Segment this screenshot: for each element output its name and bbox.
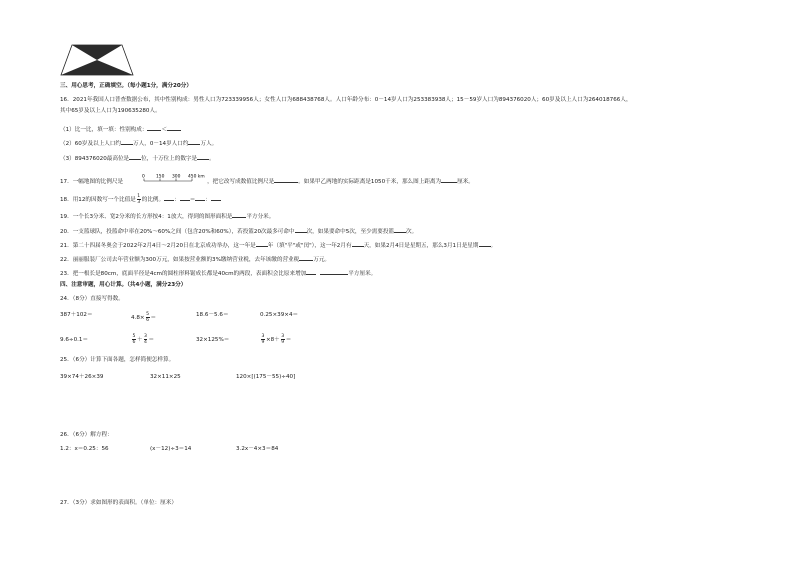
q17-mid: ，把它改写成数值比例尺是 <box>207 179 275 185</box>
q21-blank-2[interactable] <box>352 240 364 247</box>
q27-title: 27．（3分）求如图形的表面积。（单位：厘米） <box>60 500 177 506</box>
q16-sub2-end: 万人。 <box>200 141 218 147</box>
q20-blank-2[interactable] <box>394 226 406 233</box>
section-3-title: 三、用心思考，正确填空。（每小题1分，满分20分） <box>60 83 192 89</box>
q17-end: 厘米。 <box>457 179 474 185</box>
q24-item-2 <box>131 312 156 323</box>
q18-colon-2: ： <box>205 197 211 203</box>
figure-label-b: B <box>116 55 120 61</box>
q17-scale-bar <box>142 173 212 183</box>
q20-blank-1[interactable] <box>295 226 307 233</box>
q25-item-3: 120×[(175－55)÷40] <box>236 374 296 380</box>
q21-line <box>60 240 496 250</box>
q20-mid: 次，如果要命中5次，至少需要投篮 <box>306 229 395 235</box>
q16-sub3-end: 。 <box>209 156 215 162</box>
q18-mid: 的比例。 <box>141 197 165 203</box>
q18-colon-1: ： <box>174 197 180 203</box>
q26-title: 26．（6分）解方程： <box>60 432 113 438</box>
q20-line <box>60 226 417 236</box>
q26-item-2: (x－12)÷3＝14 <box>150 446 192 452</box>
q24-item-4: 0.25×39×4＝ <box>260 312 299 318</box>
q24-item-7: 32×125%＝ <box>196 337 230 343</box>
q25-item-2: 32×11×25 <box>150 374 181 380</box>
q18-blank-1[interactable] <box>164 194 174 201</box>
q21-blank-3[interactable] <box>479 240 491 247</box>
q24-item-8-b-num: 3 <box>281 334 285 339</box>
q24-item-8 <box>260 334 291 345</box>
q24-title: 24．（8分）直接写得数。 <box>60 296 124 302</box>
q16-sub3-text: （3）894376020最高位是 <box>60 156 130 162</box>
q18-frac-num: 1 <box>137 194 141 199</box>
q23-end: 平方厘米。 <box>348 271 377 277</box>
q24-item-6-a-num: 5 <box>132 334 136 339</box>
q23-prefix: 23．把一根长是80cm，底面半径是4cm的圆柱形料锯成长都是40cm的两段，表面积会比原来增加 <box>60 271 307 277</box>
q23-blank-1[interactable] <box>306 268 316 275</box>
q21-prefix: 21．第二十四届冬奥会于2022年2月4日～2月20日在北京成功举办，这一年是 <box>60 243 256 249</box>
q24-item-2-text: 4.8× <box>131 315 145 321</box>
q24-item-3: 18.6－5.6＝ <box>196 312 229 318</box>
scale-tick-150: 150 <box>156 174 165 180</box>
q18-line <box>60 194 221 205</box>
q17-line <box>60 176 474 186</box>
q16-blank-1[interactable] <box>147 124 161 131</box>
q17-mid2: 。如果甲乙两地的实际距离是1050千米，那么图上距离为 <box>298 179 442 185</box>
q24-item-8-a-den: 9 <box>261 340 265 345</box>
q21-mid2: 天，如果2月4日是星期五，那么3月1日是星期 <box>363 243 479 249</box>
q16-blank-5[interactable] <box>129 153 141 160</box>
q16-line2: 其中65岁及以上人口为190635280人。 <box>60 108 161 114</box>
q19-line <box>60 211 274 221</box>
section-4-title: 四、注意审题，用心计算。（共4小题，满分23分） <box>60 282 187 288</box>
q18-fraction <box>137 194 141 205</box>
q24-item-2-num: 5 <box>146 312 150 317</box>
q24-item-6-tail: ＝ <box>148 337 155 343</box>
q24-item-2-den: 6 <box>146 318 150 323</box>
q18-blank-4[interactable] <box>211 194 221 201</box>
q24-item-6 <box>131 334 154 345</box>
q22-end: 万元。 <box>313 257 331 263</box>
q23-blank-2[interactable] <box>320 268 348 275</box>
q16-blank-6[interactable] <box>197 153 209 160</box>
q23-line <box>60 268 376 278</box>
q18-frac-den: 3 <box>137 200 141 205</box>
q24-item-2-tail: ＝ <box>150 315 157 321</box>
q16-sub3-mid: 位，十万位上的数字是 <box>141 156 198 162</box>
scale-tick-300: 300 <box>172 174 181 180</box>
q18-eq: ＝ <box>189 197 196 203</box>
q16-sub2 <box>60 138 217 148</box>
q24-item-6-b-num: 3 <box>144 334 147 339</box>
q16-sub3 <box>60 153 215 163</box>
q16-blank-3[interactable] <box>121 138 133 145</box>
q24-item-8-op: ×8＋ <box>265 337 280 343</box>
q17-prefix: 17．一幅地图的比例尺是 <box>60 179 124 185</box>
q26-item-3: 3.2x－4×3＝84 <box>236 446 279 452</box>
q24-item-1: 387＋102＝ <box>60 312 93 318</box>
q19-end: 平方分米。 <box>246 214 275 220</box>
q24-item-6-op: ＋ <box>136 337 143 343</box>
q24-item-8-a-num: 3 <box>261 334 265 339</box>
q21-blank-1[interactable] <box>256 240 268 247</box>
figure-label-a: A <box>74 59 78 65</box>
q16-blank-2[interactable] <box>167 124 181 131</box>
q20-prefix: 20．一支篮球队，投篮命中率在20%～60%之间（包含20%和60%），若投篮20次最多可命中 <box>60 229 295 235</box>
q22-blank[interactable] <box>299 254 313 261</box>
q24-item-5: 9.6÷0.1＝ <box>60 337 89 343</box>
q24-item-8-frac-b <box>281 334 285 345</box>
q24-item-8-tail: ＝ <box>285 337 292 343</box>
q19-blank[interactable] <box>232 211 246 218</box>
q22-line <box>60 254 330 264</box>
q24-item-6-frac-b <box>144 334 148 345</box>
q17-blank-1[interactable] <box>274 176 298 183</box>
q24-item-6-frac-a <box>132 334 136 345</box>
q16-blank-4[interactable] <box>188 138 200 145</box>
q24-item-8-frac-a <box>261 334 265 345</box>
q16-sub1-mid: ＜ <box>161 127 168 133</box>
q21-end: 。 <box>490 243 497 249</box>
q16-sub2-mid: 万人，0－14岁人口约 <box>133 141 189 147</box>
q24-item-6-a-den: 6 <box>132 340 136 345</box>
q18-blank-3[interactable] <box>195 194 205 201</box>
q18-blank-2[interactable] <box>180 194 190 201</box>
q24-item-6-b-den: 4 <box>144 340 147 345</box>
q16-sub1 <box>60 124 181 134</box>
q16-sub2-text: （2）60岁及以上人口约 <box>60 141 122 147</box>
q26-item-1: 1.2：x＝0.25：56 <box>60 446 109 452</box>
q24-item-2-frac <box>146 312 150 323</box>
q25-item-1: 39×74＋26×39 <box>60 374 104 380</box>
q18-prefix: 18．用12的因数写一个比值是 <box>60 197 136 203</box>
q24-item-8-b-den: 9 <box>281 340 285 345</box>
q22-prefix: 22．丽丽服装厂公司去年营业额为300万元，如果按营业额的3%缴纳营业税，去年该缴的营业税 <box>60 257 300 263</box>
scale-tick-0: 0 <box>142 174 145 180</box>
q16-sub1-text: （1）比一比，填一填：性别构成： <box>60 127 148 133</box>
q16-line1: 16．2021年我国人口普查数据公布，其中性别构成：男性人口为723339956人；女性人口为688438768人。人口年龄分布：0－14岁人口为253383938人；15－59岁人口为894376020人；60岁及以上人口为264018766人， <box>60 97 632 103</box>
q19-prefix: 19．一个长3分米、宽2分米的长方形按4：1放大，得到的图形面积是 <box>60 214 233 220</box>
q25-title: 25．（6分）计算下面各题，怎样简便怎样算。 <box>60 357 175 363</box>
trapezoid-figure <box>60 44 134 76</box>
scale-tick-450: 450 km <box>188 174 205 180</box>
q21-mid: 年（填"平"或"闰"），这一年2月有 <box>267 243 352 249</box>
q20-end: 次。 <box>406 229 418 235</box>
q17-blank-2[interactable] <box>441 176 457 183</box>
